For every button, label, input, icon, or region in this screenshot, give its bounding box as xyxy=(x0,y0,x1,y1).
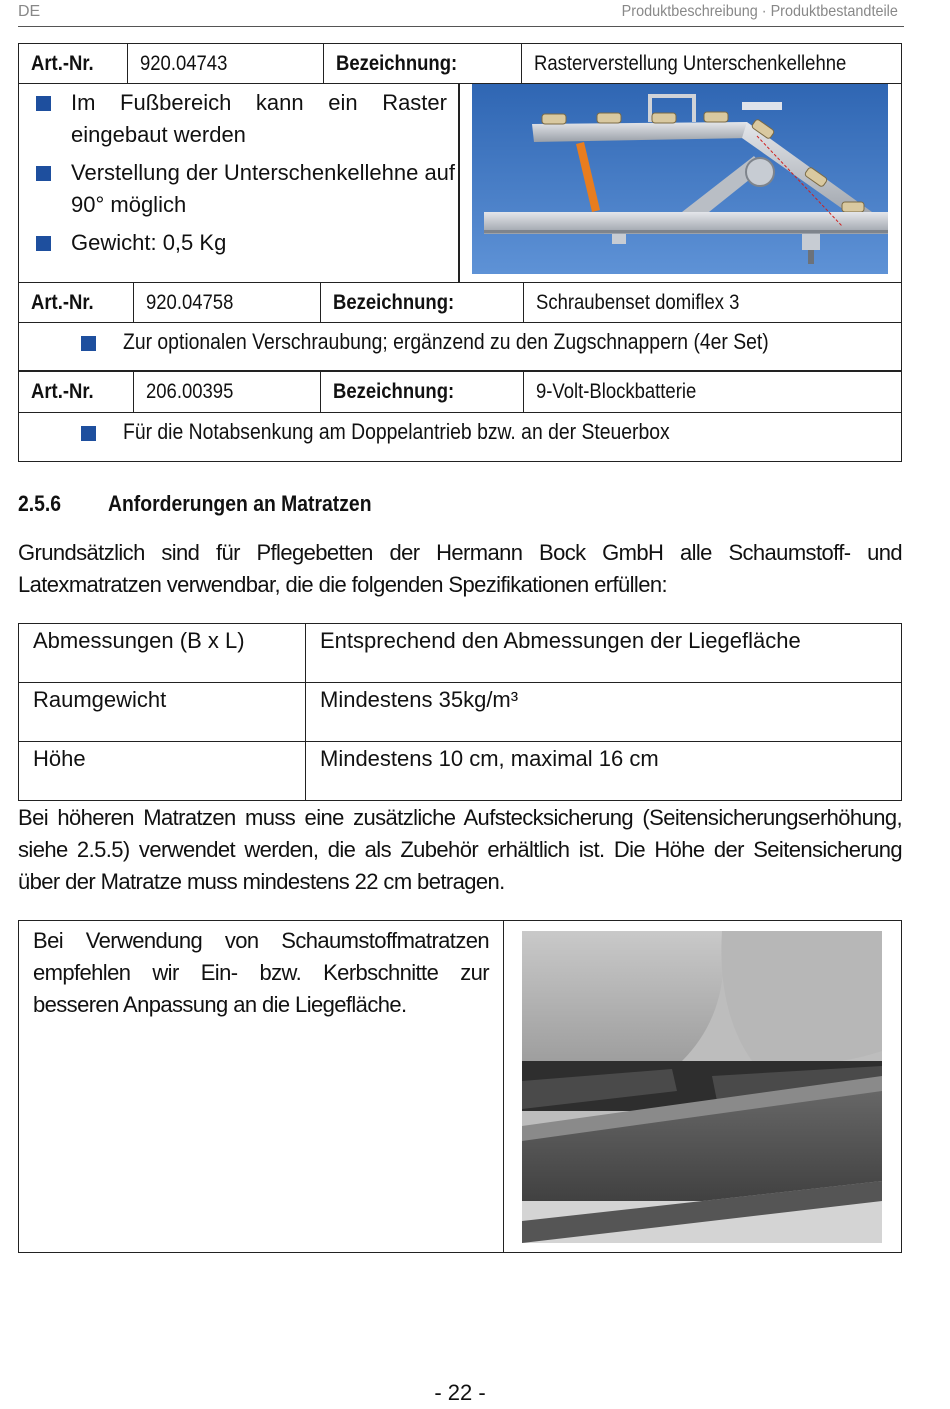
table-row xyxy=(19,742,902,801)
product-render-image xyxy=(472,84,888,274)
recommendation-photo-cell xyxy=(504,921,902,1253)
spec-value: Entsprechend den Abmessungen der Liegefläche xyxy=(306,624,902,683)
spec-value: Mindestens 10 cm, maximal 16 cm xyxy=(306,742,902,801)
mattress-spec-table xyxy=(18,623,902,801)
name-label: Bezeichnung: xyxy=(324,44,522,84)
list-item: Zur optionalen Verschraubung; ergänzend zu den Zugschnappern (4er Set) xyxy=(19,323,901,371)
recommendation-text-cell xyxy=(19,921,504,1253)
list-item: Für die Notabsenkung am Doppelantrieb bzw. an der Steuerbox xyxy=(19,413,901,461)
accessory-1-text xyxy=(19,87,457,265)
section-title: Anforderungen an Matratzen xyxy=(108,491,372,516)
art-label: Art.-Nr. xyxy=(19,283,134,323)
spec-label: Raumgewicht xyxy=(19,683,306,742)
accessory-table-2 xyxy=(18,282,902,372)
bullet-square-icon xyxy=(81,426,96,441)
spec-value: Mindestens 35kg/m³ xyxy=(306,683,902,742)
accessory-3-note xyxy=(19,413,902,462)
art-number: 206.00395 xyxy=(134,371,321,413)
mattress-photo-image xyxy=(522,931,882,1243)
language-code: DE xyxy=(18,3,41,20)
feature-list xyxy=(19,87,457,259)
list-item: Gewicht: 0,5 Kg xyxy=(19,227,457,259)
table-row xyxy=(19,683,902,742)
table-row xyxy=(19,624,902,683)
list-item: Im Fußbereich kann ein Raster eingebaut werden xyxy=(19,87,457,151)
name-label: Bezeichnung: xyxy=(321,283,524,323)
article-name: 9-Volt-Blockbatterie xyxy=(524,371,902,413)
accessory-1-body xyxy=(18,83,902,282)
name-label: Bezeichnung: xyxy=(321,371,524,413)
accessory-2-note xyxy=(19,323,902,372)
note-paragraph: Bei höheren Matratzen muss eine zusätzliche Aufstecksicherung (Seitensicherungserhöhung, siehe 2.5.5) verwendet werden, die als Zubehör erhältlich ist. Die Höhe der Seitensicherung über der Matratze muss mindestens 22 cm betragen. xyxy=(18,805,902,894)
breadcrumb: Produktbeschreibung · Produktbestandteile xyxy=(621,3,898,20)
art-label: Art.-Nr. xyxy=(19,44,128,84)
section-number: 2.5.6 xyxy=(18,491,62,516)
bullet-square-icon xyxy=(81,336,96,351)
section-heading xyxy=(18,491,407,517)
recommendation-box xyxy=(18,920,902,1253)
page-header xyxy=(18,0,904,27)
list-item: Verstellung der Unterschenkellehne auf 90° möglich xyxy=(19,157,457,221)
spec-label: Abmessungen (B x L) xyxy=(19,624,306,683)
accessory-table-3 xyxy=(18,370,902,462)
article-name: Schraubenset domiflex 3 xyxy=(524,283,902,323)
spec-label: Höhe xyxy=(19,742,306,801)
art-number: 920.04743 xyxy=(127,44,323,84)
accessory-table-1 xyxy=(18,43,902,84)
art-label: Art.-Nr. xyxy=(19,371,134,413)
intro-paragraph: Grundsätzlich sind für Pflegebetten der Hermann Bock GmbH alle Schaumstoff- und Latexmatratzen verwendbar, die die folgenden Spezifikationen erfüllen: xyxy=(18,540,902,597)
recommendation-text: Bei Verwendung von Schaumstoffmatratzen empfehlen wir Ein- bzw. Kerbschnitte zur besseren Anpassung an die Liegefläche. xyxy=(33,928,489,1017)
page-number: - 22 - xyxy=(434,1380,486,1405)
article-name: Rasterverstellung Unterschenkellehne xyxy=(522,44,902,84)
art-number: 920.04758 xyxy=(134,283,321,323)
